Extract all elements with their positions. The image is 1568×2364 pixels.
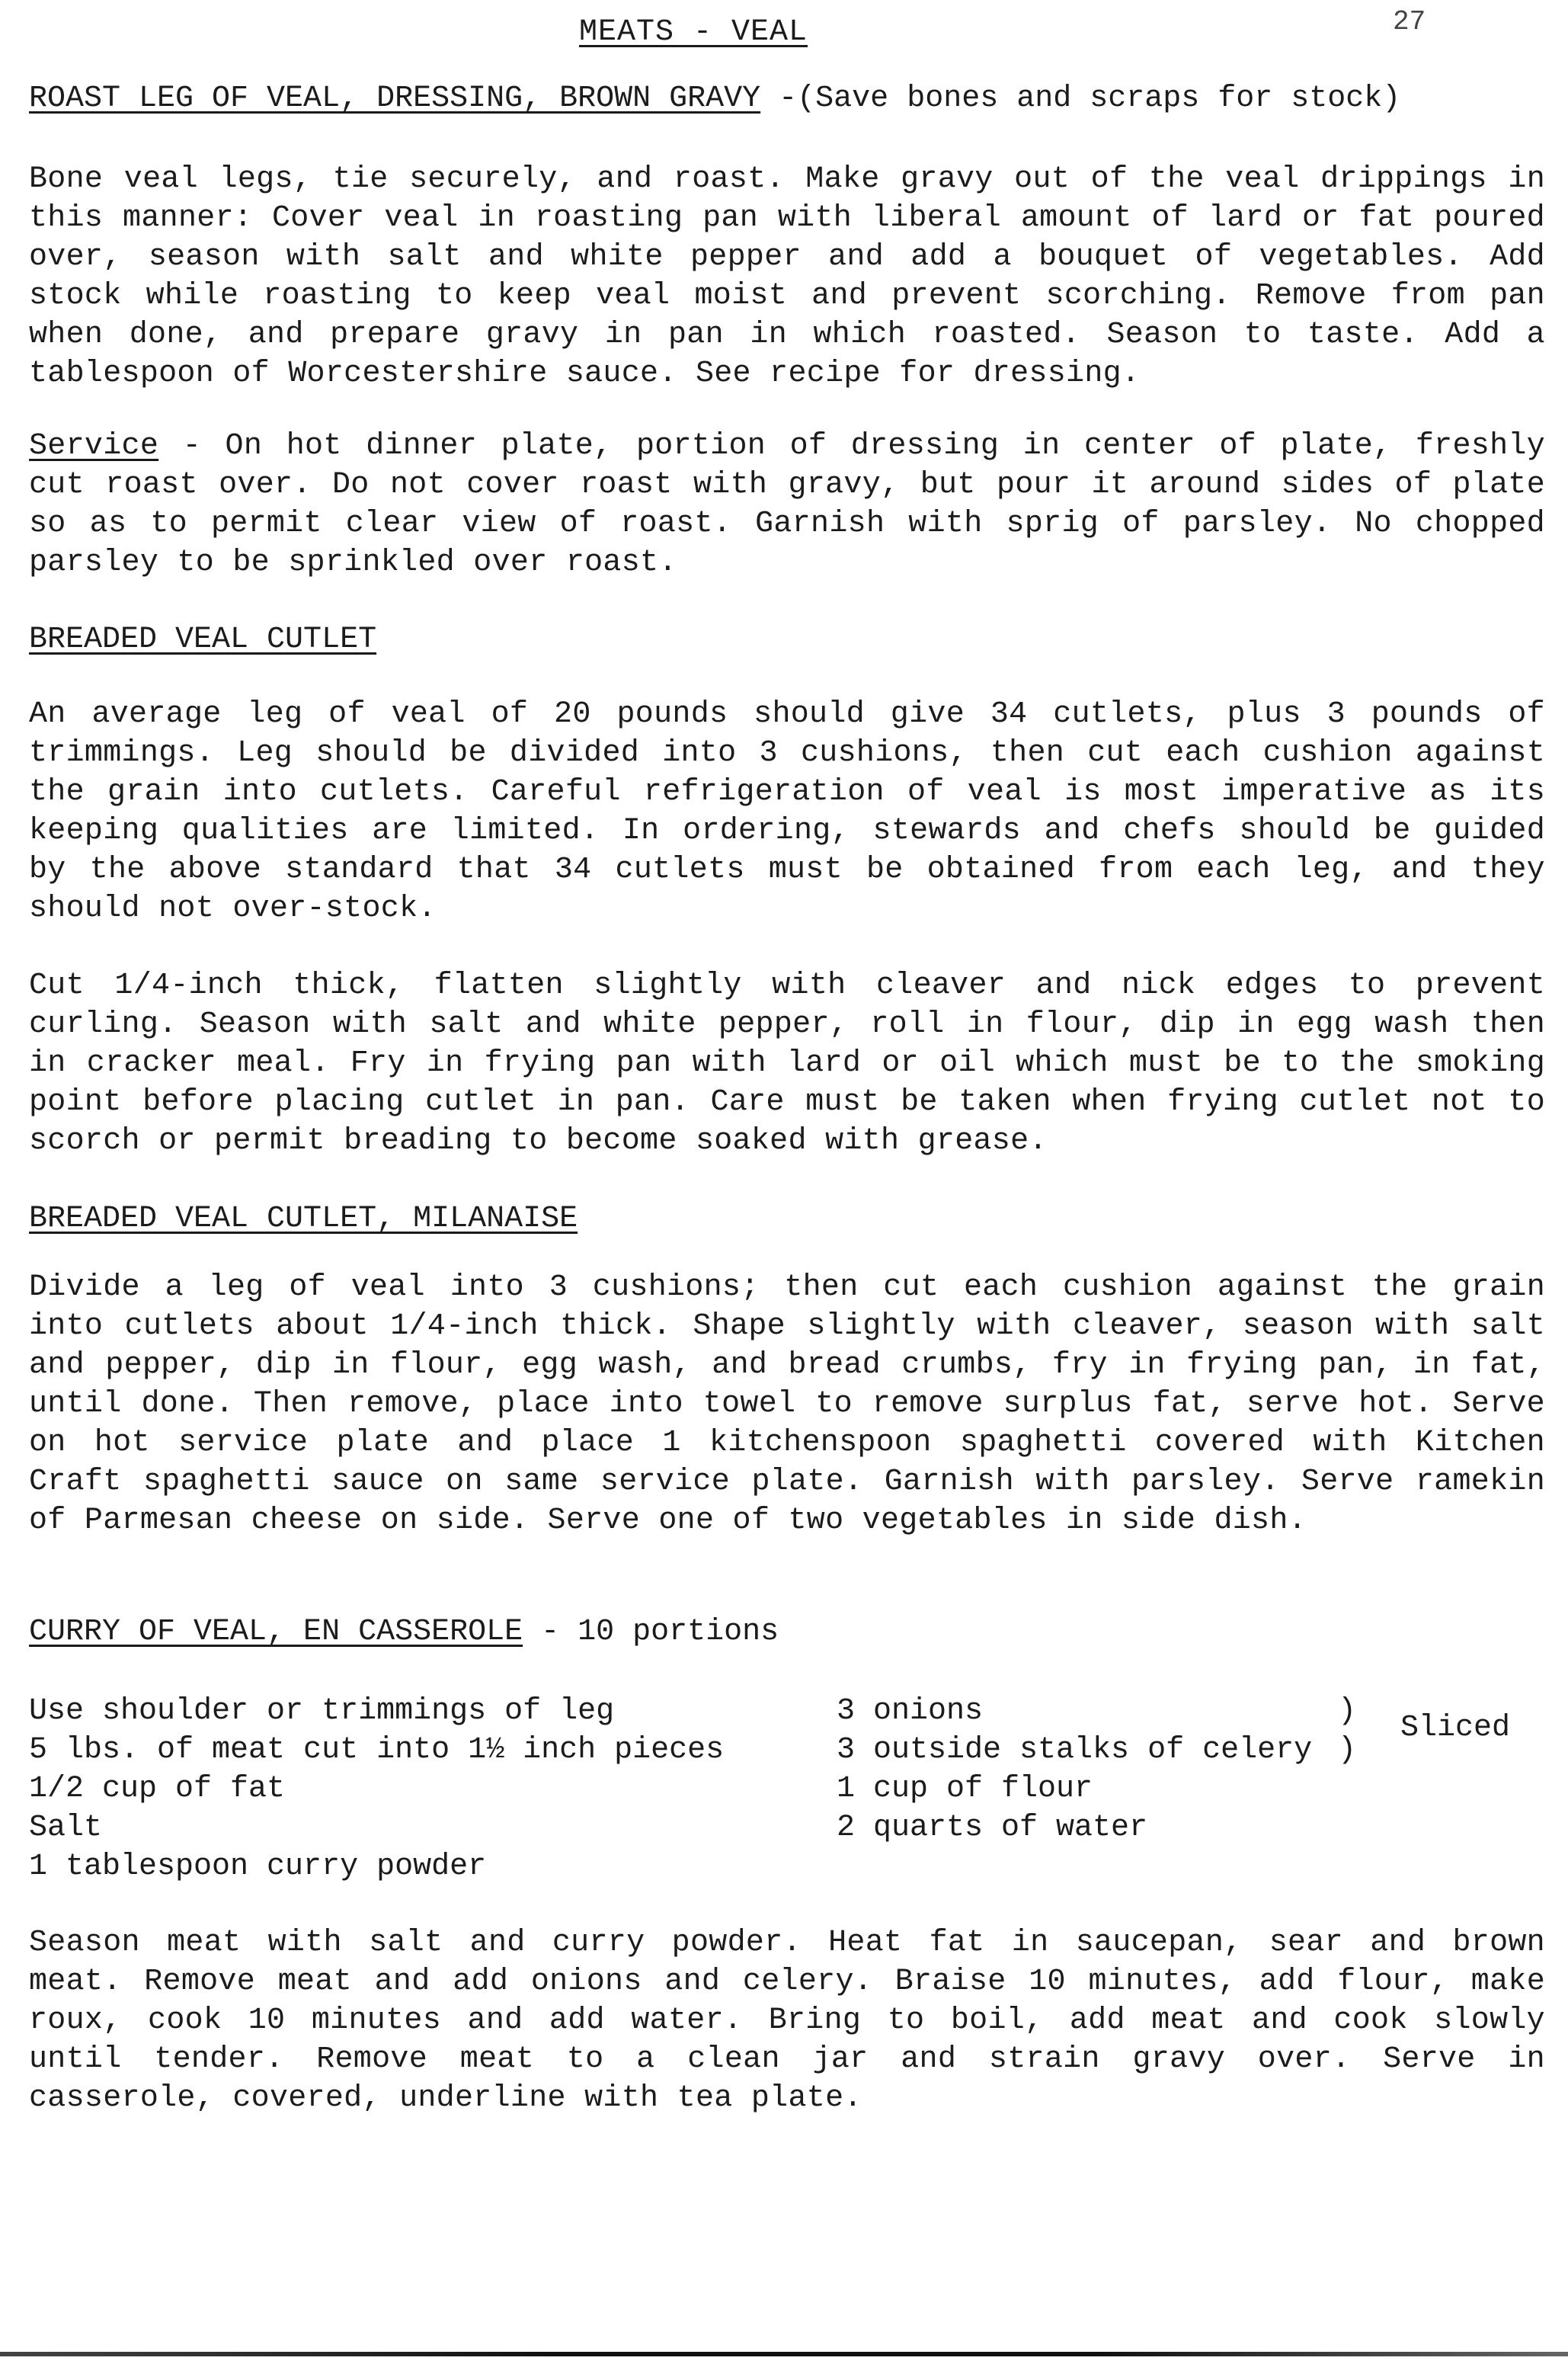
page-title: MEATS - VEAL xyxy=(579,15,808,50)
milanaise-heading xyxy=(29,1200,1545,1239)
ingredient-line: 1 cup of flour xyxy=(837,1772,1093,1806)
ingredient-line: 1/2 cup of fat xyxy=(29,1772,286,1806)
ingredient-line: 5 lbs. of meat cut into 1½ inch pieces xyxy=(29,1733,725,1767)
breaded-cutlet-standard: An average leg of veal of 20 pounds should give 34 cutlets, plus 3 pounds of trimmings. Leg should be divided into 3 cushions, then cut each cushion against the grain into cutlets. Careful refrigeration of veal is most imperative as its keeping qualities are limited. In ordering, stewards and chefs should be guided by the above standard that 34 cutlets must be obtained from each leg, and they should not over-stock. xyxy=(29,697,1545,926)
curry-portions: - 10 portions xyxy=(523,1615,779,1649)
service-text: - On hot dinner plate, portion of dressing in center of plate, freshly cut roast over. Do not cover roast with gravy, but pour it around sides of plate so as to permit clear view of roast. Garnish with sprig of parsley. No chopped parsley to be sprinkled over roast. xyxy=(29,429,1545,580)
ingredient-line: 3 outside stalks of celery xyxy=(837,1733,1313,1767)
curry-title: CURRY OF VEAL, EN CASSEROLE xyxy=(29,1615,523,1649)
bottom-rule xyxy=(0,2352,1568,2356)
roast-veal-instructions: Bone veal legs, tie securely, and roast. Make gravy out of the veal drippings in this manner: Cover veal in roasting pan with liberal amount of lard or fat poured over, season with salt and white pepper and add a bouquet of vegetables. Add stock while roasting to keep veal moist and prevent scorching. Remove from pan when done, and prepare gravy in pan in which roasted. Season to taste. Add a tablespoon of Worcestershire sauce. See recipe for dressing. xyxy=(29,162,1545,391)
breaded-cutlet-method: Cut 1/4-inch thick, flatten slightly with cleaver and nick edges to prevent curling. Season with salt and white pepper, roll in flour, dip in egg wash then in cracker meal. Fry in frying pan with lard or oil which must be to the smoking point before placing cutlet in pan. Care must be taken when frying cutlet not to scorch or permit breading to become soaked with grease. xyxy=(29,969,1545,1158)
roast-veal-heading xyxy=(29,79,1545,119)
curry-ingredients xyxy=(29,1692,1545,1890)
ingredient-line: 2 quarts of water xyxy=(837,1811,1148,1845)
milanaise-title: BREADED VEAL CUTLET, MILANAISE xyxy=(29,1202,578,1236)
page-number: 27 xyxy=(1393,6,1426,37)
ingredients-right-column xyxy=(837,1692,1370,1847)
sliced-note: Sliced xyxy=(1400,1711,1511,1745)
roast-veal-note: -(Save bones and scraps for stock) xyxy=(760,82,1401,116)
roast-veal-title: ROAST LEG OF VEAL, DRESSING, BROWN GRAVY xyxy=(29,82,761,116)
ingredient-line: 3 onions xyxy=(837,1694,984,1728)
breaded-cutlet-heading xyxy=(29,620,1545,660)
curry-heading xyxy=(29,1613,1545,1652)
ingredient-line: Use shoulder or trimmings of leg xyxy=(29,1694,615,1728)
roast-veal-service xyxy=(29,427,1545,582)
brace-mark: ) ) xyxy=(1338,1694,1357,1767)
ingredient-line: Salt xyxy=(29,1811,103,1845)
ingredient-line: 1 tablespoon curry powder xyxy=(29,1850,487,1884)
service-label: Service xyxy=(29,429,159,463)
ingredients-left-column xyxy=(29,1692,837,1886)
breaded-cutlet-title: BREADED VEAL CUTLET xyxy=(29,623,377,657)
milanaise-method: Divide a leg of veal into 3 cushions; then cut each cushion against the grain into cutlets about 1/4-inch thick. Shape slightly with cleaver, season with salt and pepper, dip in flour, egg wash, and bread crumbs, fry in frying pan, in fat, until done. Then remove, place into towel to remove surplus fat, serve hot. Serve on hot service plate and place 1 kitchenspoon spaghetti covered with Kitchen Craft spaghetti sauce on same service plate. Garnish with parsley. Serve ramekin of Parmesan cheese on side. Serve one of two vegetables in side dish. xyxy=(29,1270,1545,1538)
curry-method: Season meat with salt and curry powder. Heat fat in saucepan, sear and brown meat. Remove meat and add onions and celery. Braise 10 minutes, add flour, make roux, cook 10 minutes and add water. Bring to boil, add meat and cook slowly until tender. Remove meat to a clean jar and strain gravy over. Serve in casserole, covered, underline with tea plate. xyxy=(29,1926,1545,2116)
